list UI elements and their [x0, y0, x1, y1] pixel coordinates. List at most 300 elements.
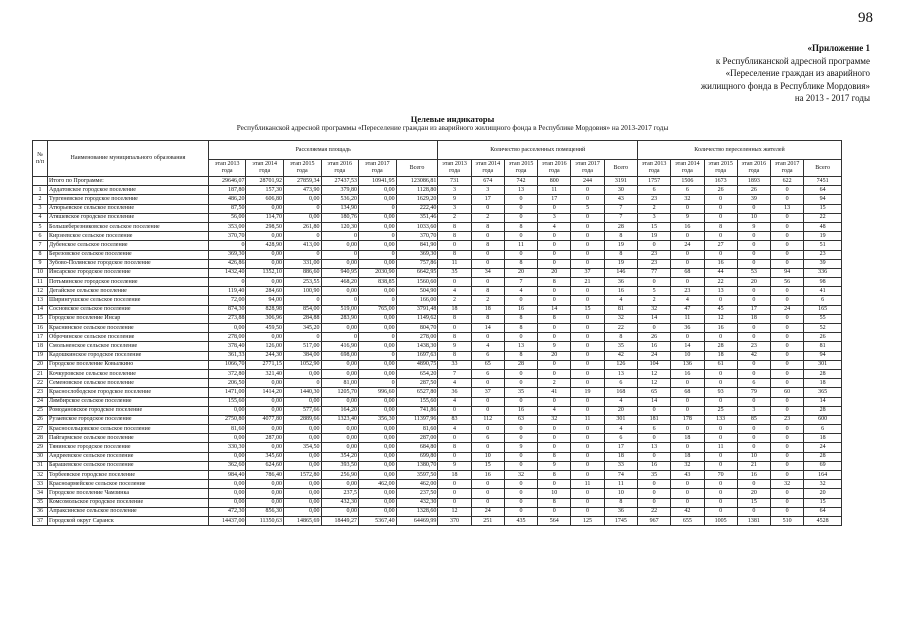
value-cell: 1471,00	[208, 388, 246, 397]
value-cell: 0	[504, 379, 537, 388]
row-number: 25	[33, 406, 48, 415]
value-cell: 9	[538, 461, 571, 470]
value-cell: 356,30	[359, 415, 397, 424]
value-cell: 0	[438, 406, 471, 415]
value-cell: 15	[804, 498, 842, 507]
value-cell: 0,00	[321, 324, 359, 333]
value-cell: 0	[571, 314, 604, 323]
value-cell: 0,00	[359, 195, 397, 204]
value-cell: 354,20	[321, 452, 359, 461]
value-cell: 0,00	[246, 232, 284, 241]
value-cell: 16	[671, 222, 704, 231]
value-cell: 0	[504, 333, 537, 342]
value-cell: 19	[571, 388, 604, 397]
value-cell: 698,00	[321, 351, 359, 360]
value-cell: 0	[538, 296, 571, 305]
value-cell: 14	[538, 305, 571, 314]
value-cell: 0,00	[246, 498, 284, 507]
value-cell: 0	[504, 369, 537, 378]
value-cell: 370,70	[396, 232, 438, 241]
value-cell: 9	[671, 213, 704, 222]
value-cell: 0,00	[208, 406, 246, 415]
value-cell: 0	[438, 498, 471, 507]
value-cell: 370	[438, 516, 471, 525]
value-cell: 13	[504, 186, 537, 195]
row-number: 23	[33, 388, 48, 397]
value-cell: 14	[638, 397, 671, 406]
value-cell: 0	[671, 425, 704, 434]
municipality-name: Городское поселение Инсар	[48, 314, 209, 323]
appendix-line: к Республиканской адресной программе	[715, 55, 870, 66]
value-cell: 8	[538, 471, 571, 480]
value-cell: 94	[804, 351, 842, 360]
value-cell: 0	[571, 461, 604, 470]
value-cell: 0	[571, 232, 604, 241]
value-cell: 0	[504, 195, 537, 204]
value-cell: 0	[283, 204, 321, 213]
value-cell: 416,90	[321, 342, 359, 351]
value-cell: 166,00	[396, 296, 438, 305]
table-header	[33, 141, 842, 177]
value-cell: 0,00	[283, 213, 321, 222]
value-cell: 251	[471, 516, 504, 525]
value-cell: 0,00	[321, 480, 359, 489]
value-cell: 18	[471, 305, 504, 314]
value-cell: 56	[771, 278, 804, 287]
row-number: 17	[33, 333, 48, 342]
appendix-block	[620, 42, 870, 105]
value-cell: 624,60	[246, 461, 284, 470]
value-cell: 854,00	[283, 305, 321, 314]
value-cell: 462,00	[396, 480, 438, 489]
value-cell: 1033,60	[396, 222, 438, 231]
value-cell: 32	[804, 480, 842, 489]
value-cell: 0	[671, 498, 704, 507]
table-row	[33, 287, 842, 296]
value-cell: 0	[504, 489, 537, 498]
table-row	[33, 397, 842, 406]
value-cell: 413,00	[283, 241, 321, 250]
value-cell: 0,00	[359, 434, 397, 443]
value-cell: 0	[737, 232, 770, 241]
value-cell: 984,40	[208, 471, 246, 480]
municipality-name: Апраксинское сельское поселение	[48, 507, 209, 516]
value-cell: 0	[208, 278, 246, 287]
value-cell: 0	[571, 186, 604, 195]
value-cell: 0	[671, 250, 704, 259]
row-number: 34	[33, 489, 48, 498]
value-cell: 18	[737, 314, 770, 323]
value-cell: 0,00	[246, 259, 284, 268]
municipality-name: Большеберезниковское сельское поселение	[48, 222, 209, 231]
value-cell: 12	[438, 507, 471, 516]
value-cell: 0	[771, 461, 804, 470]
value-cell: 384,00	[283, 351, 321, 360]
municipality-name: Ширингушское сельское поселение	[48, 296, 209, 305]
value-cell: 32	[538, 415, 571, 424]
value-cell: 18	[804, 434, 842, 443]
value-cell: 0	[771, 498, 804, 507]
value-cell: 0	[704, 507, 737, 516]
row-number: 32	[33, 471, 48, 480]
value-cell: 10	[737, 213, 770, 222]
row-number: 22	[33, 379, 48, 388]
value-cell: 23	[737, 342, 770, 351]
value-cell: 0	[771, 241, 804, 250]
value-cell: 462,00	[359, 480, 397, 489]
value-cell: 345,60	[246, 452, 284, 461]
table-row	[33, 406, 842, 415]
value-cell: 10	[604, 489, 637, 498]
value-cell: 0,00	[359, 461, 397, 470]
value-cell: 0	[704, 379, 737, 388]
value-cell: 7	[604, 213, 637, 222]
row-number: 31	[33, 461, 48, 470]
table-row	[33, 388, 842, 397]
value-cell: 0	[538, 232, 571, 241]
table-row	[33, 232, 842, 241]
value-cell: 2	[638, 204, 671, 213]
value-cell: 372,80	[208, 369, 246, 378]
value-cell: 0	[283, 296, 321, 305]
value-cell: 0	[283, 232, 321, 241]
value-cell: 112	[471, 415, 504, 424]
value-cell: 0	[321, 232, 359, 241]
municipality-name: Барашевское сельское поселение	[48, 461, 209, 470]
value-cell: 65	[638, 388, 671, 397]
value-cell: 841,90	[396, 241, 438, 250]
value-cell: 64	[804, 186, 842, 195]
table-row	[33, 278, 842, 287]
value-cell: 22	[638, 507, 671, 516]
value-cell: 164	[804, 471, 842, 480]
value-cell: 330,30	[208, 443, 246, 452]
value-cell: 126,00	[246, 342, 284, 351]
value-cell: 0	[737, 296, 770, 305]
value-cell: 16	[471, 471, 504, 480]
value-cell: 11	[671, 314, 704, 323]
value-cell: 7451	[804, 177, 842, 186]
value-cell: 8	[538, 452, 571, 461]
header-stage: этап 2016 года	[538, 160, 571, 177]
value-cell: 0	[359, 351, 397, 360]
value-cell: 244,30	[246, 351, 284, 360]
value-cell: 0	[737, 287, 770, 296]
value-cell: 16	[704, 324, 737, 333]
value-cell: 20	[604, 406, 637, 415]
row-number: 29	[33, 443, 48, 452]
value-cell: 68	[671, 268, 704, 277]
value-cell: 0,00	[321, 507, 359, 516]
value-cell: 28	[704, 342, 737, 351]
value-cell: 237,5	[321, 489, 359, 498]
value-cell: 10	[471, 452, 504, 461]
municipality-name: Дубенское сельское поселение	[48, 241, 209, 250]
value-cell: 120,30	[321, 222, 359, 231]
table-row	[33, 333, 842, 342]
value-cell: 0	[737, 443, 770, 452]
header-stage: этап 2013 года	[438, 160, 471, 177]
municipality-name: Инсарское городское поселение	[48, 268, 209, 277]
value-cell: 0	[771, 287, 804, 296]
value-cell: 0	[671, 259, 704, 268]
table-row	[33, 268, 842, 277]
value-cell: 3191	[604, 177, 637, 186]
value-cell: 36	[671, 324, 704, 333]
value-cell: 21	[737, 461, 770, 470]
value-cell: 61	[704, 360, 737, 369]
value-cell: 0,00	[321, 259, 359, 268]
value-cell: 11	[571, 480, 604, 489]
row-number: 5	[33, 222, 48, 231]
value-cell: 510	[771, 516, 804, 525]
value-cell: 1438,30	[396, 342, 438, 351]
value-cell: 0,00	[283, 369, 321, 378]
value-cell: 6	[671, 186, 704, 195]
value-cell: 0	[208, 241, 246, 250]
value-cell: 606,80	[246, 195, 284, 204]
municipality-name: Пайгармское сельское поселение	[48, 434, 209, 443]
value-cell: 26	[804, 333, 842, 342]
row-number: 6	[33, 232, 48, 241]
value-cell: 0	[704, 498, 737, 507]
value-cell: 9	[504, 443, 537, 452]
value-cell: 0,00	[283, 507, 321, 516]
appendix-line: жилищного фонда в Республике Мордовия»	[700, 80, 870, 91]
value-cell: 3	[438, 204, 471, 213]
value-cell: 35	[438, 268, 471, 277]
value-cell: 967	[638, 516, 671, 525]
municipality-name: Красносельцовское сельское поселение	[48, 425, 209, 434]
row-number: 15	[33, 314, 48, 323]
municipality-name: Зубово-Полянское городское поселение	[48, 259, 209, 268]
municipality-name: Ромодановское городское поселение	[48, 406, 209, 415]
value-cell: 278,00	[396, 333, 438, 342]
table-row	[33, 369, 842, 378]
value-cell: 237,50	[396, 489, 438, 498]
value-cell: 11	[704, 443, 737, 452]
header-stage: этап 2014 года	[246, 160, 284, 177]
table-row	[33, 379, 842, 388]
value-cell: 11397,96	[396, 415, 438, 424]
value-cell: 0	[704, 425, 737, 434]
value-cell: 20	[538, 268, 571, 277]
value-cell: 365	[804, 388, 842, 397]
municipality-name: Тянинское городское поселение	[48, 443, 209, 452]
value-cell: 0	[737, 333, 770, 342]
indicators-table	[32, 140, 842, 526]
value-cell: 0	[504, 296, 537, 305]
value-cell: 473,90	[283, 186, 321, 195]
value-cell: 18	[804, 379, 842, 388]
row-number: 35	[33, 498, 48, 507]
value-cell: 3	[438, 186, 471, 195]
value-cell: 0	[538, 360, 571, 369]
value-cell: 0,00	[359, 507, 397, 516]
value-cell: 0	[471, 397, 504, 406]
value-cell: 94	[804, 195, 842, 204]
value-cell: 0	[471, 259, 504, 268]
table-row	[33, 489, 842, 498]
value-cell: 0	[571, 250, 604, 259]
value-cell: 21	[571, 278, 604, 287]
value-cell: 674	[471, 177, 504, 186]
value-cell: 32	[771, 480, 804, 489]
municipality-name: Краснослободское городское поселение	[48, 388, 209, 397]
value-cell: 11350,63	[246, 516, 284, 525]
row-number: 33	[33, 480, 48, 489]
value-cell: 0	[504, 232, 537, 241]
value-cell: 60	[771, 388, 804, 397]
table-row	[33, 195, 842, 204]
value-cell: 0,00	[321, 397, 359, 406]
value-cell: 0	[504, 452, 537, 461]
value-cell: 0,00	[359, 259, 397, 268]
value-cell: 1506	[671, 177, 704, 186]
row-number: 28	[33, 434, 48, 443]
value-cell: 15	[638, 222, 671, 231]
value-cell: 1440,30	[283, 388, 321, 397]
value-cell: 18449,27	[321, 516, 359, 525]
value-cell: 0	[704, 296, 737, 305]
value-cell: 79	[737, 388, 770, 397]
value-cell: 81,00	[321, 379, 359, 388]
table-row	[33, 222, 842, 231]
value-cell: 0	[737, 397, 770, 406]
value-cell: 838,85	[359, 278, 397, 287]
value-cell: 273,88	[208, 314, 246, 323]
value-cell: 362,60	[208, 461, 246, 470]
value-cell: 0,00	[321, 360, 359, 369]
table-row	[33, 314, 842, 323]
municipality-name: Смольненское сельское поселение	[48, 342, 209, 351]
value-cell: 23	[638, 259, 671, 268]
value-cell: 0	[771, 195, 804, 204]
value-cell: 361,33	[208, 351, 246, 360]
value-cell: 134,90	[321, 204, 359, 213]
value-cell: 0	[671, 278, 704, 287]
value-cell: 23	[804, 250, 842, 259]
value-cell: 0	[771, 259, 804, 268]
header-total: Всего	[804, 160, 842, 177]
value-cell: 20	[538, 351, 571, 360]
value-cell: 4	[538, 406, 571, 415]
value-cell: 28	[504, 360, 537, 369]
value-cell: 8	[504, 314, 537, 323]
value-cell: 0	[771, 397, 804, 406]
value-cell: 0,00	[246, 278, 284, 287]
row-number: 20	[33, 360, 48, 369]
value-cell: 0	[771, 443, 804, 452]
value-cell: 43	[604, 195, 637, 204]
value-cell: 4	[471, 342, 504, 351]
header-stage: этап 2015 года	[283, 160, 321, 177]
table-body	[33, 177, 842, 526]
value-cell: 2889,66	[283, 415, 321, 424]
value-cell: 18	[438, 471, 471, 480]
row-number: 27	[33, 425, 48, 434]
value-cell: 0	[571, 379, 604, 388]
value-cell: 77	[638, 268, 671, 277]
value-cell: 2	[538, 379, 571, 388]
value-cell: 81,60	[208, 425, 246, 434]
value-cell: 33	[604, 461, 637, 470]
value-cell: 22	[604, 324, 637, 333]
value-cell: 1005	[704, 516, 737, 525]
value-cell: 10941,95	[359, 177, 397, 186]
municipality-name: Тургеневское городское поселение	[48, 195, 209, 204]
row-number: 37	[33, 516, 48, 525]
row-number: 2	[33, 195, 48, 204]
value-cell: 6	[471, 434, 504, 443]
value-cell: 10	[538, 489, 571, 498]
value-cell: 123086,81	[396, 177, 438, 186]
value-cell: 164,20	[321, 406, 359, 415]
value-cell: 8	[604, 250, 637, 259]
value-cell: 24	[804, 443, 842, 452]
document-subtitle: Республиканской адресной программы «Переселение граждан из аварийного жилищного фонда в Республике Мордовия» на 2013-2017 годы	[236, 124, 669, 132]
value-cell: 26	[704, 186, 737, 195]
value-cell: 426,86	[208, 259, 246, 268]
value-cell: 0	[737, 259, 770, 268]
value-cell: 8	[504, 324, 537, 333]
value-cell: 0	[471, 204, 504, 213]
header-people-group: Количество переселенных жителей	[638, 141, 842, 160]
value-cell: 655	[671, 516, 704, 525]
value-cell: 369,30	[208, 250, 246, 259]
value-cell: 0	[538, 204, 571, 213]
value-cell: 28	[804, 452, 842, 461]
value-cell: 0	[737, 369, 770, 378]
table-row	[33, 204, 842, 213]
value-cell: 43	[671, 471, 704, 480]
value-cell: 0,00	[359, 213, 397, 222]
municipality-name: Сосновское сельское поселение	[48, 305, 209, 314]
value-cell: 15	[737, 498, 770, 507]
value-cell: 3	[471, 186, 504, 195]
value-cell: 284,88	[283, 314, 321, 323]
value-cell: 34	[471, 268, 504, 277]
value-cell: 12	[638, 369, 671, 378]
value-cell: 0	[638, 452, 671, 461]
value-cell: 98	[804, 278, 842, 287]
value-cell: 16	[704, 259, 737, 268]
value-cell: 9	[538, 342, 571, 351]
value-cell: 8	[438, 351, 471, 360]
value-cell: 0	[571, 369, 604, 378]
value-cell: 432,30	[321, 498, 359, 507]
value-cell: 36	[604, 278, 637, 287]
value-cell: 0,00	[359, 324, 397, 333]
value-cell: 0	[638, 241, 671, 250]
value-cell: 0	[704, 397, 737, 406]
value-cell: 32	[671, 461, 704, 470]
value-cell: 0,00	[283, 489, 321, 498]
value-cell: 14	[804, 397, 842, 406]
value-cell: 18	[704, 351, 737, 360]
value-cell: 19	[638, 232, 671, 241]
value-cell: 20	[737, 278, 770, 287]
value-cell: 1323,40	[321, 415, 359, 424]
value-cell: 8	[438, 250, 471, 259]
value-cell: 41	[804, 287, 842, 296]
row-number: 3	[33, 204, 48, 213]
value-cell: 0,00	[359, 314, 397, 323]
value-cell: 0	[737, 480, 770, 489]
value-cell: 14	[638, 314, 671, 323]
value-cell: 0	[771, 342, 804, 351]
value-cell: 6	[804, 296, 842, 305]
